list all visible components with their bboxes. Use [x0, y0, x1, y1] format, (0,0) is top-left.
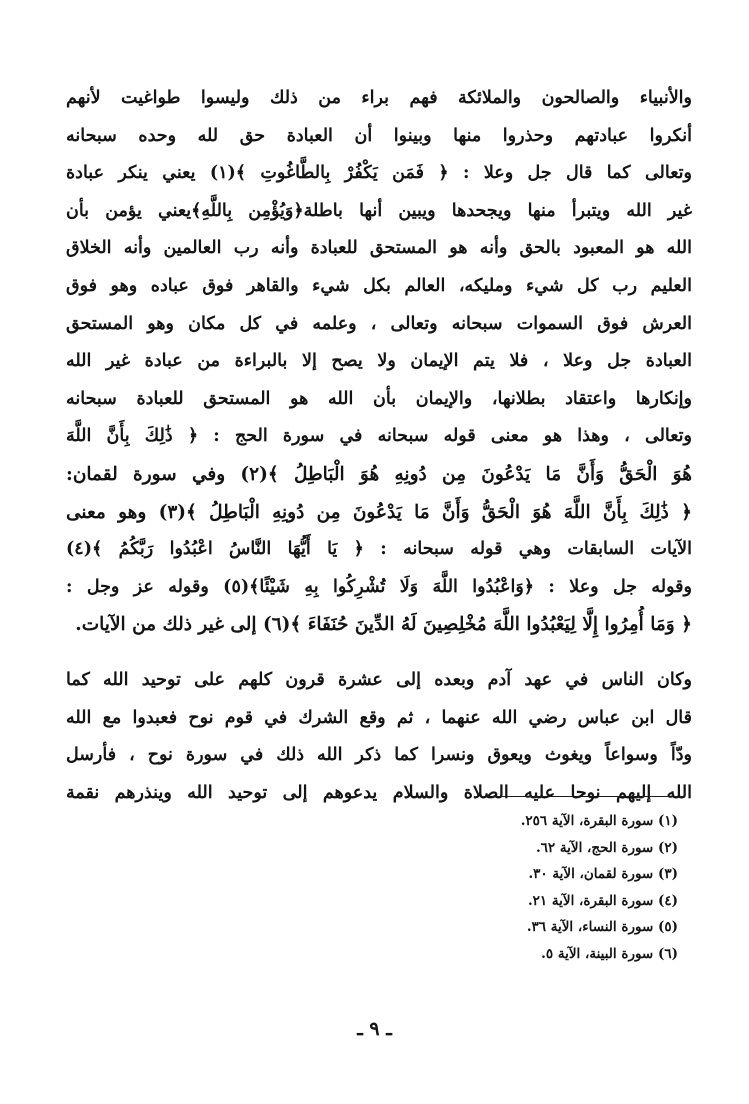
footnote: (٥) سورة النساء، الآية ٣٦.	[526, 919, 678, 935]
text-line: العرش فوق السموات سبحانه وتعالى ، وعلمه في كل مكان وهو المستحق	[66, 313, 692, 334]
quran-verse-line: هُوَ الْحَقُّ وَأَنَّ مَا يَدْعُونَ مِن دُونِهِ هُوَ الْبَاطِلُ ﴾(٢) وفي سورة لقمان:	[66, 463, 692, 485]
text-line: العليم رب كل شيء ومليكه، العالم بكل شيء والقاهر فوق عباده وهو فوق	[66, 275, 692, 296]
text-line: الله إليهم نوحا عليه الصلاة والسلام يدعوهم إلى توحيد الله وينذرهم نقمة	[66, 782, 692, 803]
text-line: وإنكارها واعتقاد بطلانها، والإيمان بأن الله هو المستحق للعبادة سبحانه	[66, 388, 692, 409]
text-line: وتعالى كما قال جل وعلا : ﴿ فَمَن يَكْفُرْ بِالطَّاغُوتِ ﴾(١) يعني ينكر عبادة	[66, 163, 692, 184]
quran-verse-line: ﴿ ذَٰلِكَ بِأَنَّ اللَّهَ هُوَ الْحَقُّ وَأَنَّ مَا يَدْعُونَ مِن دُونِهِ الْبَاطِلُ ﴾(٣) وهو معنى	[66, 501, 692, 523]
text-line: والأنبياء والصالحون والملائكة فهم براء من ذلك وليسوا طواغيت لأنهم	[66, 88, 692, 108]
text-line: وكان الناس في عهد آدم وبعده إلى عشرة قرون كلهم على توحيد الله كما	[66, 669, 692, 690]
text-line: الله هو المعبود بالحق وأنه هو المستحق للعبادة وأنه رب العالمين وأنه الخلاق	[66, 238, 692, 259]
footnote: (٦) سورة البينة، الآية ٥.	[541, 945, 678, 962]
text-line: أنكروا عبادتهم وحذروا منها وبينوا أن العبادة حق لله وحده سبحانه	[66, 125, 692, 146]
text-line: غير الله ويتبرأ منها ويجحدها ويبين أنها باطلة﴿وَيُؤْمِن بِاللَّهِ﴾يعني يؤمن بأن	[66, 200, 692, 221]
text-line: وتعالى ، وهذا هو معنى قوله سبحانه في سورة الحج : ﴿ ذَٰلِكَ بِأَنَّ اللَّهَ	[66, 426, 692, 447]
footnote: (٤) سورة البقرة، الآية ٢١.	[527, 892, 678, 909]
text-line: الآيات السابقات وهي قوله سبحانه : ﴿ يَا أَيُّهَا النَّاسُ اعْبُدُوا رَبَّكُمُ ﴾(٤)	[66, 539, 692, 560]
footnote: (٣) سورة لقمان، الآية ٣٠.	[528, 866, 678, 882]
text-line: ودّاً وسواعاً ويغوث ويعوق ونسرا كما ذكر الله ذلك في سورة نوح ، فأرسل	[66, 745, 692, 766]
footnotes-list	[300, 808, 678, 967]
footnote: (١) سورة البقرة، الآية ٢٥٦.	[520, 813, 678, 829]
text-line: العبادة جل وعلا ، فلا يتم الإيمان ولا يصح إلا بالبراءة من عبادة غير الله	[66, 351, 692, 372]
main-text	[66, 80, 692, 812]
text-line: قال ابن عباس رضي الله عنهما ، ثم وقع الشرك في قوم نوح فعبدوا مع الله	[66, 707, 692, 728]
quran-verse-line: ﴿ وَمَا أُمِرُوا إِلَّا لِيَعْبُدُوا اللَّهَ مُخْلِصِينَ لَهُ الدِّينَ حُنَفَاءَ ﴾(٦) إلى غير ذلك من الآيات.	[75, 614, 692, 636]
footnote: (٢) سورة الحج، الآية ٦٢.	[535, 839, 678, 856]
footnote-separator	[484, 796, 674, 797]
page-number: ـ ٩ ـ	[357, 1018, 392, 1040]
text-line: وقوله جل وعلا : ﴿وَاعْبُدُوا اللَّهَ وَلَا تُشْرِكُوا بِهِ شَيْئًا﴾(٥) وقوله عز وجل :	[66, 576, 692, 597]
